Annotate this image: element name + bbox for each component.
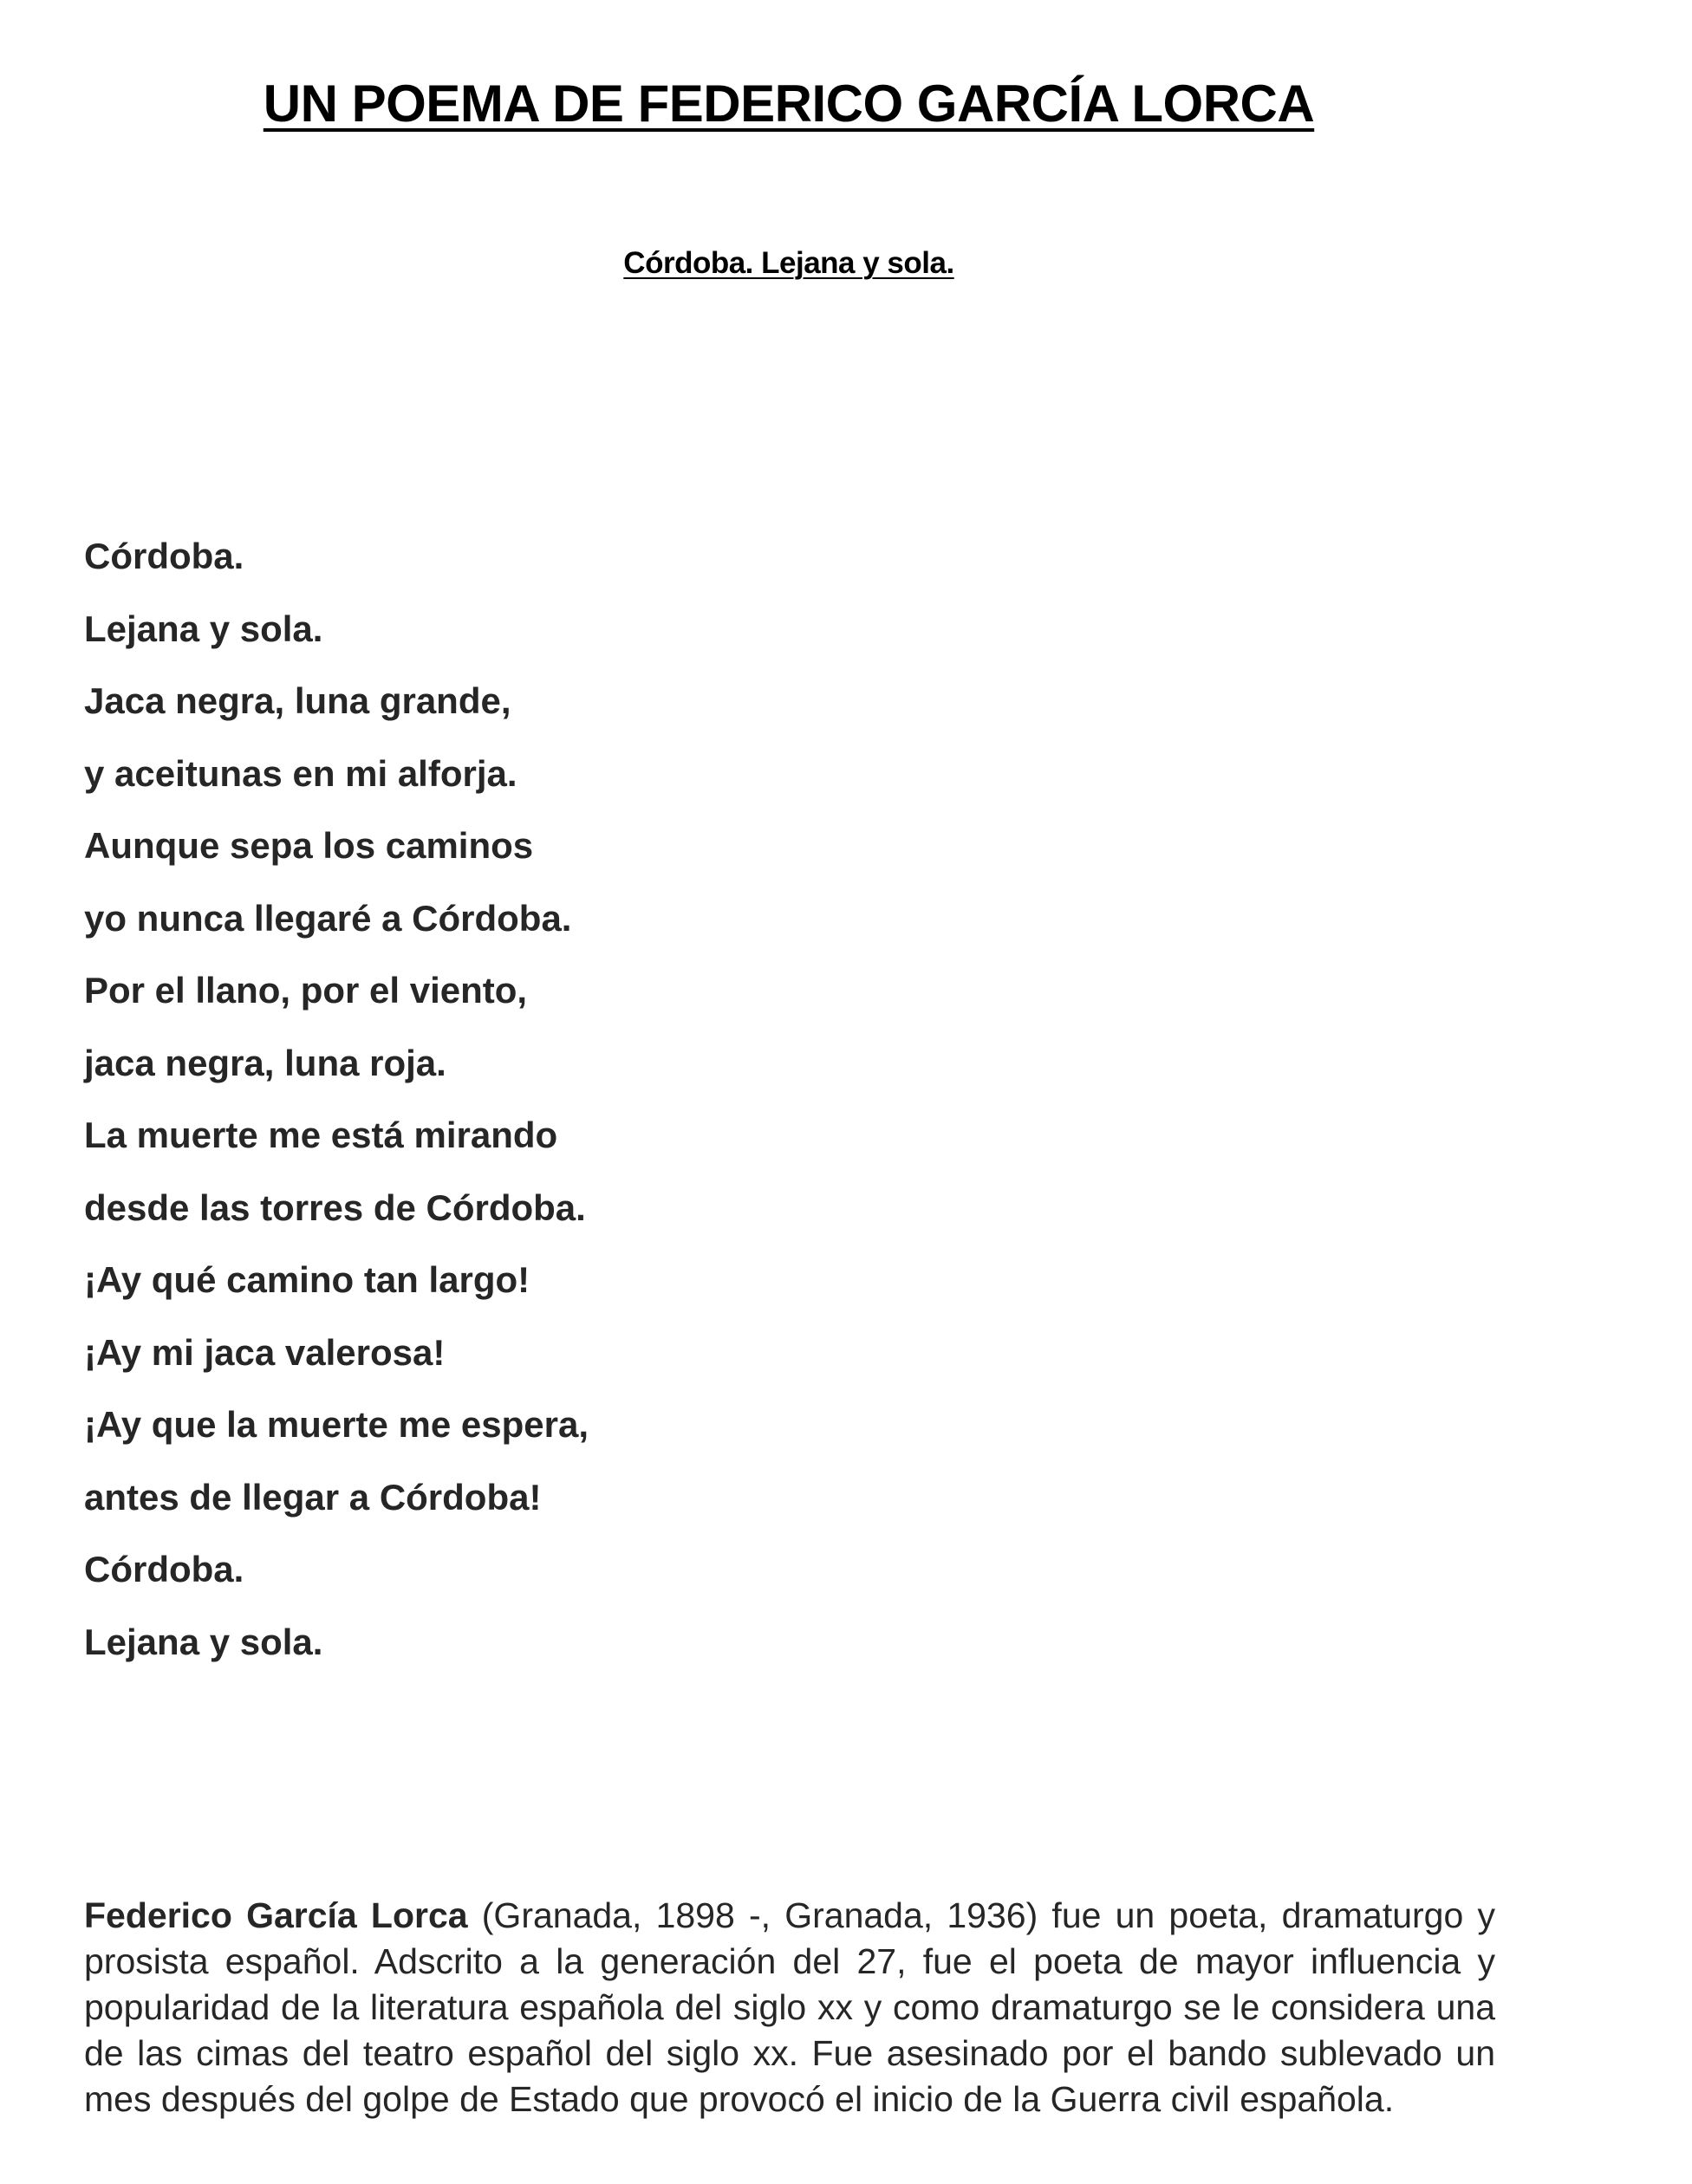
poem-line: ¡Ay que la muerte me espera, <box>84 1404 589 1445</box>
poem-line: desde las torres de Córdoba. <box>84 1186 586 1228</box>
poem <box>84 530 589 1688</box>
poem-line: Lejana y sola. <box>84 608 323 649</box>
poem-line: yo nunca llegaré a Córdoba. <box>84 897 572 939</box>
poem-line: y aceitunas en mi alforja. <box>84 752 517 794</box>
poem-line: Aunque sepa los caminos <box>84 825 534 866</box>
poem-line: ¡Ay qué camino tan largo! <box>84 1259 530 1300</box>
author-name: Federico García Lorca <box>84 1895 468 1935</box>
page-title: UN POEMA DE FEDERICO GARCÍA LORCA <box>263 75 1315 133</box>
poem-line: Por el llano, por el viento, <box>84 970 528 1011</box>
poem-line: Lejana y sola. <box>84 1621 323 1662</box>
poem-title: Córdoba. Lejana y sola. <box>623 246 954 280</box>
poem-line: Córdoba. <box>84 536 244 576</box>
author-biography <box>84 1893 1495 2122</box>
poem-line: Jaca negra, luna grande, <box>84 680 511 721</box>
poem-line: jaca negra, luna roja. <box>84 1042 446 1083</box>
poem-line: ¡Ay mi jaca valerosa! <box>84 1331 446 1373</box>
poem-line: antes de llegar a Córdoba! <box>84 1476 542 1518</box>
biography-text: (Granada, 1898 -, Granada, 1936) fue un poeta, dramaturgo y prosista español. Adscrito a la generación del 27, fue el poeta de mayor influencia y popularidad de la literatura española del siglo xx y como dramaturgo se le considera una de las cimas del teatro español del siglo xx. Fue asesinado por el bando sublevado un mes después del golpe de Estado que provocó el inicio de la Guerra civil española. <box>84 1895 1495 2119</box>
poem-line: Córdoba. <box>84 1549 244 1589</box>
poem-line: La muerte me está mirando <box>84 1115 558 1155</box>
